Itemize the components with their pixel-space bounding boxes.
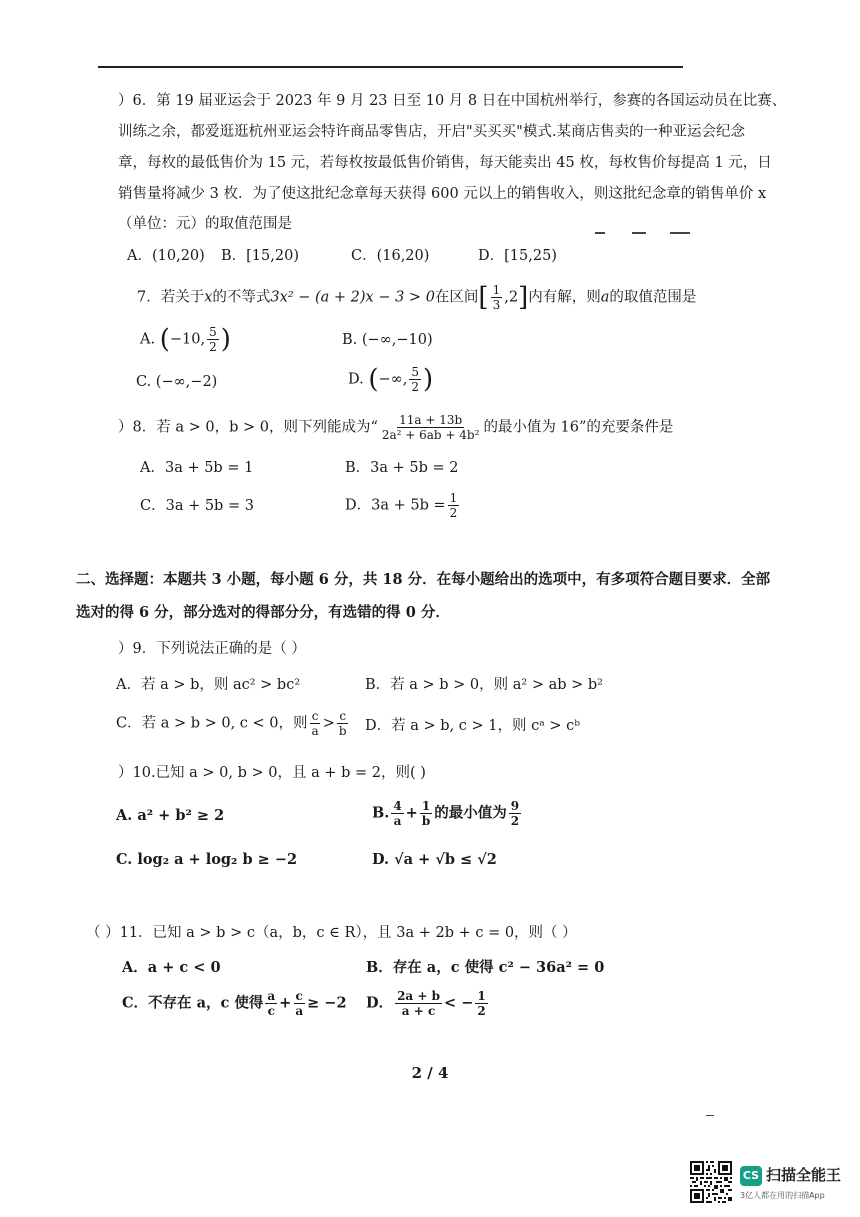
- q10-option-a: A. a² + b² ≥ 2: [116, 807, 225, 824]
- q10-stem: ）10.已知 a > 0, b > 0，且 a + b = 2，则( ): [118, 765, 426, 781]
- q7-stem: 7．若关于x的不等式3x² − (a + 2)x − 3 > 0在区间[ $\frac{1}{3}$ ,2]内有解，则a的取值范围是: [137, 282, 697, 313]
- q6-line-3: 章，每枚的最低售价为 15 元，若每枚按最低售价销售，每天能卖出 45 枚，每枚售价每提高 1 元，日: [118, 155, 772, 171]
- qr-code-icon: [690, 1161, 732, 1203]
- q7-option-a: A. (−10, $\frac{5}{2}$ ): [140, 324, 231, 355]
- q9-option-a: A．若 a > b，则 ac² > bc²: [116, 677, 301, 693]
- scan-mark: [595, 232, 605, 234]
- scan-mark: [632, 232, 646, 234]
- q10-option-d: D. √a + √b ≤ √2: [372, 851, 497, 868]
- q8-option-b: B．3a + 5b = 2: [345, 460, 459, 476]
- q11-option-b: B．存在 a，c 使得 c² − 36a² = 0: [366, 959, 605, 976]
- q6-option-d: D．[15,25): [478, 248, 557, 264]
- q6-line-5: （单位：元）的取值范围是: [118, 216, 292, 232]
- section2-heading-line-1: 二、选择题：本题共 3 小题，每小题 6 分，共 18 分．在每小题给出的选项中，有多项符合题目要求．全部: [76, 571, 771, 588]
- scan-mark: [670, 232, 690, 234]
- q11-option-d: D． $\frac{2a + b}{a + c}$ < − $\frac{1}{2}$: [366, 989, 486, 1018]
- q7-option-b: B. (−∞,−10): [342, 332, 433, 348]
- q6-line-1: ）6．第 19 届亚运会于 2023 年 9 月 23 日至 10 月 8 日在中国杭州举行，参赛的各国运动员在比赛、: [118, 93, 787, 109]
- q11-option-c: C．不存在 a，c 使得 $\frac{a}{c}$ + $\frac{c}{a}$ ≥ −2: [122, 989, 347, 1018]
- section2-heading-line-2: 选对的得 6 分，部分选对的得部分分，有选错的得 0 分．: [76, 604, 450, 621]
- q10-option-c: C. log₂ a + log₂ b ≥ −2: [116, 851, 298, 868]
- q8-stem: ）8．若 a > 0，b > 0，则下列能成为“ $\frac{11a + 13b}{\text{2a² + 6ab + 4b²}}$ 的最小值为 16”的充要条件是: [118, 413, 674, 442]
- q8-option-c: C．3a + 5b = 3: [140, 498, 254, 514]
- page-number: 2 / 4: [411, 1064, 449, 1082]
- q9-option-c: C．若 a > b > 0, c < 0，则 $\frac{c}{a}$ > $\frac{c}{b}$: [116, 709, 347, 738]
- q6-line-4: 销售量将减少 3 枚．为了使这批纪念章每天获得 600 元以上的销售收入，则这批纪念章的销售单价 x: [118, 186, 767, 202]
- camscanner-logo-icon: CS: [740, 1166, 762, 1186]
- scan-mark: [706, 1115, 714, 1116]
- q6-option-a: A．(10,20): [127, 248, 205, 264]
- q8-option-d: D．3a + 5b = $\frac{1}{2}$: [345, 491, 458, 520]
- header-rule: [98, 66, 683, 68]
- q6-line-2: 训练之余，都爱逛逛杭州亚运会特许商品零售店，开启"买买买"模式.某商店售卖的一种亚运会纪念: [118, 124, 745, 140]
- q7-option-c: C. (−∞,−2): [136, 374, 218, 390]
- q9-option-b: B．若 a > b > 0，则 a² > ab > b²: [365, 677, 603, 693]
- watermark-tagline: 3亿人都在用的扫描App: [740, 1191, 825, 1200]
- q9-option-d: D．若 a > b, c > 1，则 cᵃ > cᵇ: [365, 718, 581, 734]
- q8-option-a: A．3a + 5b = 1: [140, 460, 254, 476]
- q7-option-d: D. (−∞, $\frac{5}{2}$ ): [348, 364, 434, 395]
- q11-option-a: A．a + c < 0: [122, 959, 221, 976]
- q6-option-c: C．(16,20): [351, 248, 430, 264]
- q11-stem: （ ）11．已知 a > b > c（a，b，c ∈ R），且 3a + 2b + c = 0，则（ ）: [86, 925, 577, 941]
- watermark-app-name: 扫描全能王: [766, 1166, 842, 1184]
- q6-option-b: B．[15,20): [221, 248, 299, 264]
- q9-stem: ）9．下列说法正确的是（ ）: [118, 641, 306, 657]
- q10-option-b: B. $\frac{4}{a}$ + $\frac{1}{b}$ 的最小值为 $\frac{9}{2}$: [372, 799, 520, 828]
